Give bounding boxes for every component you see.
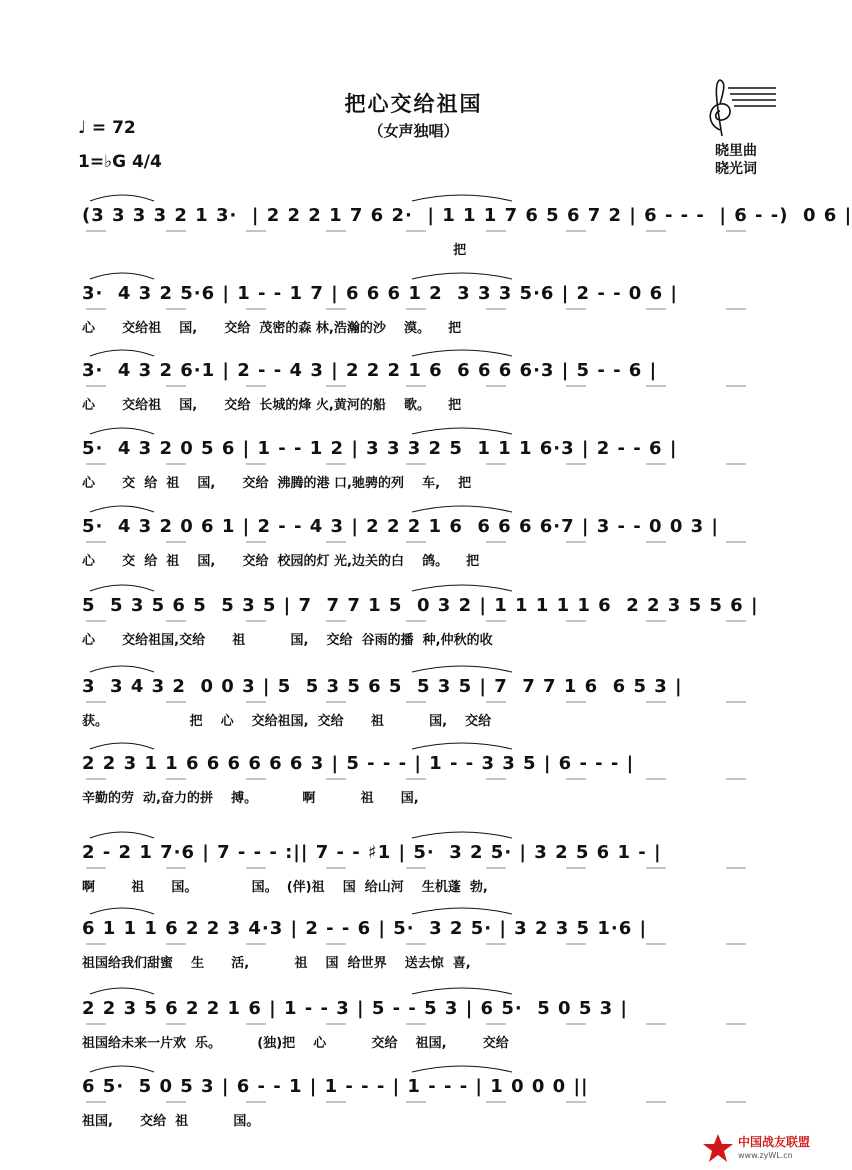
notation-line: 3 3 4 3 2 0 0 3 | 5 5 3 5 6 5 5 3 5 | 7 7 7 1 6 6 5 3 | xyxy=(82,676,683,697)
tempo-marking: ♩ = 72 xyxy=(78,118,136,138)
notation-line: 5 5 3 5 6 5 5 3 5 | 7 7 7 1 5 0 3 2 | 1 1 1 1 1 6 2 2 3 5 5 6 | xyxy=(82,595,759,616)
notation-line: 3· 4 3 2 5·6 | 1 - - 1 7 | 6 6 6 1 2 3 3 3 5·6 | 2 - - 0 6 | xyxy=(82,283,678,304)
lyrics-line: 啊 祖 国。 国。 (伴)祖 国 给山河 生机蓬 勃, xyxy=(82,880,488,895)
notation-line: 5· 4 3 2 0 5 6 | 1 - - 1 2 | 3 3 3 2 5 1 1 1 6·3 | 2 - - 6 | xyxy=(82,438,678,459)
lyrics-line: 祖国, 交给 祖 国。 xyxy=(82,1114,260,1129)
lyrics-line: 辛勤的劳 动,奋力的拼 搏。 啊 祖 国, xyxy=(82,791,419,806)
lyricist-credit: 晓光词 xyxy=(715,161,757,177)
key-signature: 1=♭G 4/4 xyxy=(78,152,162,172)
watermark-url: www.zyWL.cn xyxy=(738,1151,793,1160)
watermark-text: 中国战友联盟 xyxy=(738,1135,811,1149)
lyrics-line: 把 xyxy=(82,243,467,258)
notation-line: 5· 4 3 2 0 6 1 | 2 - - 4 3 | 2 2 2 1 6 6 6 6 6·7 | 3 - - 0 0 3 | xyxy=(82,516,719,537)
lyrics-line: 心 交给祖国,交给 祖 国, 交给 谷雨的播 种,仲秋的收 xyxy=(82,633,493,648)
composer-credit: 晓里曲 xyxy=(715,143,757,159)
lyrics-line: 心 交 给 祖 国, 交给 校园的灯 光,边关的白 鸽。 把 xyxy=(82,554,480,569)
song-subtitle: （女声独唱） xyxy=(368,122,459,140)
lyrics-line: 心 交给祖 国, 交给 长城的烽 火,黄河的船 歌。 把 xyxy=(82,398,462,413)
lyrics-line: 祖国给未来一片欢 乐。 (独)把 心 交给 祖国, 交给 xyxy=(82,1036,509,1051)
notation-line: 2 2 3 1 1 6 6 6 6 6 6 3 | 5 - - - | 1 - - 3 3 5 | 6 - - - | xyxy=(82,753,635,774)
lyrics-line: 获。 把 心 交给祖国, 交给 祖 国, 交给 xyxy=(82,714,492,729)
notation-line: 6 1 1 1 6 2 2 3 4·3 | 2 - - 6 | 5· 3 2 5· | 3 2 3 5 1·6 | xyxy=(82,918,648,939)
notation-line: 2 - 2 1 7·6 | 7 - - - :|| 7 - - ♯1 | 5· 3 2 5· | 3 2 5 6 1 - | xyxy=(82,842,662,863)
notation-line: 6 5· 5 0 5 3 | 6 - - 1 | 1 - - - | 1 - - - | 1 0 0 0 || xyxy=(82,1076,589,1097)
lyrics-line: 心 交 给 祖 国, 交给 沸腾的港 口,驰骋的列 车, 把 xyxy=(82,476,472,491)
notation-line: 2 2 3 5 6 2 2 1 6 | 1 - - 3 | 5 - - 5 3 | 6 5· 5 0 5 3 | xyxy=(82,998,628,1019)
treble-clef-logo xyxy=(700,78,780,138)
notation-line: (3 3 3 3 2 1 3· | 2 2 2 1 7 6 2· | 1 1 1 7 6 5 6 7 2 | 6 - - - | 6 - -) 0 6 | xyxy=(82,205,852,226)
lyrics-line: 祖国给我们甜蜜 生 活, 祖 国 给世界 送去惊 喜, xyxy=(82,956,471,971)
lyrics-line: 心 交给祖 国, 交给 茂密的森 林,浩瀚的沙 漠。 把 xyxy=(82,321,462,336)
notation-line: 3· 4 3 2 6·1 | 2 - - 4 3 | 2 2 2 1 6 6 6 6 6·3 | 5 - - 6 | xyxy=(82,360,658,381)
song-title: 把心交给祖国 xyxy=(344,92,483,116)
